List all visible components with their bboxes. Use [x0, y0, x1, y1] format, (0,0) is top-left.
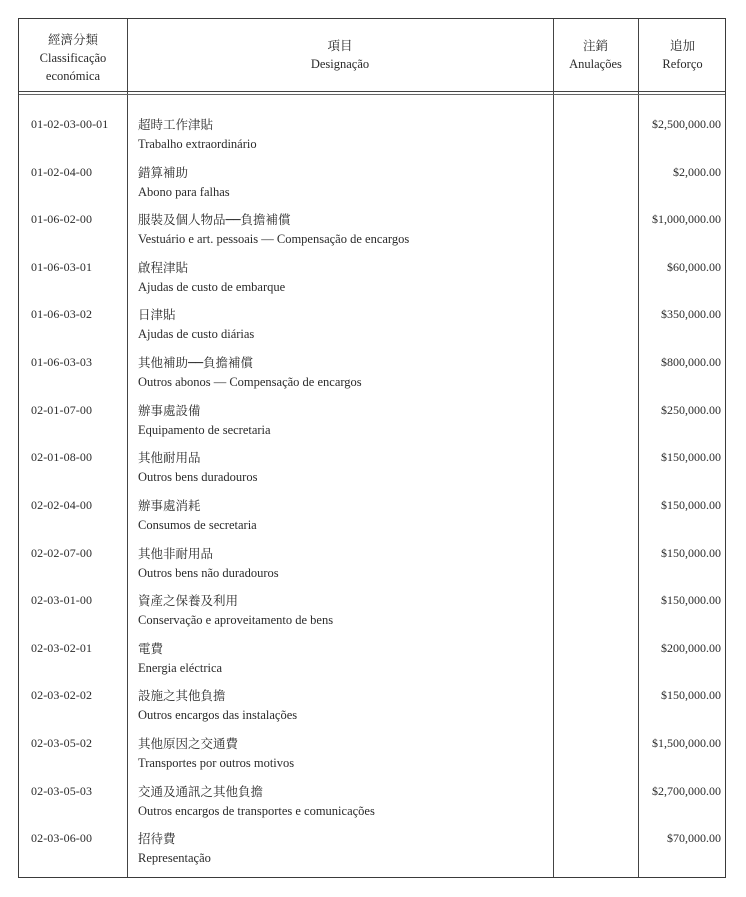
row-code: 02-03-02-02	[31, 688, 93, 702]
row-designation-pt: Representação	[138, 851, 211, 865]
row-designation-pt: Outros encargos das instalações	[138, 708, 298, 722]
header-divider	[19, 91, 725, 92]
table-row	[19, 161, 727, 209]
header-classification-pt: Classificação	[39, 51, 107, 65]
row-designation-zh: 其他非耐用品	[138, 546, 214, 561]
row-designation-pt: Outros abonos — Compensação de encargos	[138, 375, 362, 389]
row-reinforcement-amount: $150,000.00	[661, 688, 721, 702]
row-reinforcement-amount: $70,000.00	[667, 831, 721, 845]
header-annulments	[553, 37, 638, 73]
row-reinforcement-amount: $2,700,000.00	[652, 784, 721, 798]
header-classification-zh: 經濟分類	[47, 32, 98, 47]
header-annulments-zh: 注銷	[582, 38, 608, 53]
row-code: 01-06-03-02	[31, 307, 93, 321]
row-code: 01-06-03-01	[31, 260, 93, 274]
row-designation-zh: 電費	[138, 641, 164, 656]
table-row	[19, 113, 727, 161]
row-designation-pt: Abono para falhas	[138, 185, 230, 199]
row-designation-pt: Outros encargos de transportes e comunicações	[138, 804, 375, 818]
table-row	[19, 351, 727, 399]
row-reinforcement-amount: $2,500,000.00	[652, 117, 721, 131]
row-designation-pt: Equipamento de secretaria	[138, 423, 271, 437]
header-classification	[19, 31, 127, 85]
row-code: 02-03-02-01	[31, 641, 93, 655]
table-row	[19, 446, 727, 494]
table-row	[19, 637, 727, 685]
table-row	[19, 208, 727, 256]
header-reinforcement	[638, 37, 727, 73]
row-reinforcement-amount: $250,000.00	[661, 403, 721, 417]
table-row	[19, 542, 727, 590]
table-row	[19, 780, 727, 828]
row-code: 02-03-06-00	[31, 831, 93, 845]
row-reinforcement-amount: $150,000.00	[661, 450, 721, 464]
row-designation-zh: 啟程津貼	[138, 260, 189, 275]
row-reinforcement-amount: $150,000.00	[661, 498, 721, 512]
header-designation	[127, 37, 553, 73]
row-designation-pt: Energia eléctrica	[138, 661, 223, 675]
header-classification-pt-2: económica	[45, 69, 101, 83]
row-reinforcement-amount: $60,000.00	[667, 260, 721, 274]
row-designation-pt: Consumos de secretaria	[138, 518, 257, 532]
row-code: 01-02-03-00-01	[31, 117, 109, 131]
header-divider	[19, 94, 725, 95]
row-code: 01-02-04-00	[31, 165, 93, 179]
table-row	[19, 684, 727, 732]
row-code: 02-02-04-00	[31, 498, 93, 512]
row-reinforcement-amount: $1,500,000.00	[652, 736, 721, 750]
row-code: 02-03-05-02	[31, 736, 93, 750]
row-designation-zh: 超時工作津貼	[138, 117, 214, 132]
row-code: 02-03-01-00	[31, 593, 93, 607]
row-designation-pt: Ajudas de custo diárias	[138, 327, 255, 341]
row-reinforcement-amount: $2,000.00	[673, 165, 721, 179]
table-row	[19, 827, 727, 875]
row-designation-zh: 辦事處消耗	[138, 498, 201, 513]
header-designation-zh: 項目	[327, 38, 353, 53]
row-designation-zh: 服裝及個人物品──負擔補償	[138, 212, 291, 227]
row-reinforcement-amount: $350,000.00	[661, 307, 721, 321]
table-row	[19, 494, 727, 542]
row-code: 02-01-08-00	[31, 450, 93, 464]
table-row	[19, 303, 727, 351]
row-code: 01-06-03-03	[31, 355, 93, 369]
table-row	[19, 256, 727, 304]
row-designation-zh: 資產之保養及利用	[138, 593, 239, 608]
row-designation-zh: 設施之其他負擔	[138, 688, 226, 703]
row-designation-pt: Vestuário e art. pessoais — Compensação de encargos	[138, 232, 410, 246]
header-annulments-pt: Anulações	[569, 57, 622, 71]
row-designation-zh: 日津貼	[138, 307, 176, 322]
header-designation-pt: Designação	[310, 57, 370, 71]
header-reinforcement-zh: 追加	[669, 38, 695, 53]
row-designation-zh: 錯算補助	[138, 165, 189, 180]
row-designation-pt: Conservação e aproveitamento de bens	[138, 613, 334, 627]
row-designation-pt: Outros bens não duradouros	[138, 566, 279, 580]
row-designation-zh: 其他補助──負擔補償	[138, 355, 254, 370]
row-designation-pt: Ajudas de custo de embarque	[138, 280, 286, 294]
row-reinforcement-amount: $150,000.00	[661, 593, 721, 607]
row-designation-zh: 其他原因之交通費	[138, 736, 239, 751]
table-row	[19, 732, 727, 780]
row-reinforcement-amount: $800,000.00	[661, 355, 721, 369]
row-designation-zh: 其他耐用品	[138, 450, 201, 465]
row-designation-zh: 招待費	[138, 831, 176, 846]
row-code: 02-03-05-03	[31, 784, 93, 798]
table-row	[19, 399, 727, 447]
row-code: 02-01-07-00	[31, 403, 93, 417]
header-reinforcement-pt: Reforço	[662, 57, 703, 71]
row-designation-zh: 辦事處設備	[138, 403, 201, 418]
row-designation-zh: 交通及通訊之其他負擔	[138, 784, 264, 799]
row-reinforcement-amount: $150,000.00	[661, 546, 721, 560]
row-reinforcement-amount: $200,000.00	[661, 641, 721, 655]
row-reinforcement-amount: $1,000,000.00	[652, 212, 721, 226]
budget-table	[18, 18, 726, 878]
table-row	[19, 589, 727, 637]
row-designation-pt: Outros bens duradouros	[138, 470, 258, 484]
row-designation-pt: Trabalho extraordinário	[138, 137, 257, 151]
row-code: 01-06-02-00	[31, 212, 93, 226]
row-designation-pt: Transportes por outros motivos	[138, 756, 295, 770]
row-code: 02-02-07-00	[31, 546, 93, 560]
